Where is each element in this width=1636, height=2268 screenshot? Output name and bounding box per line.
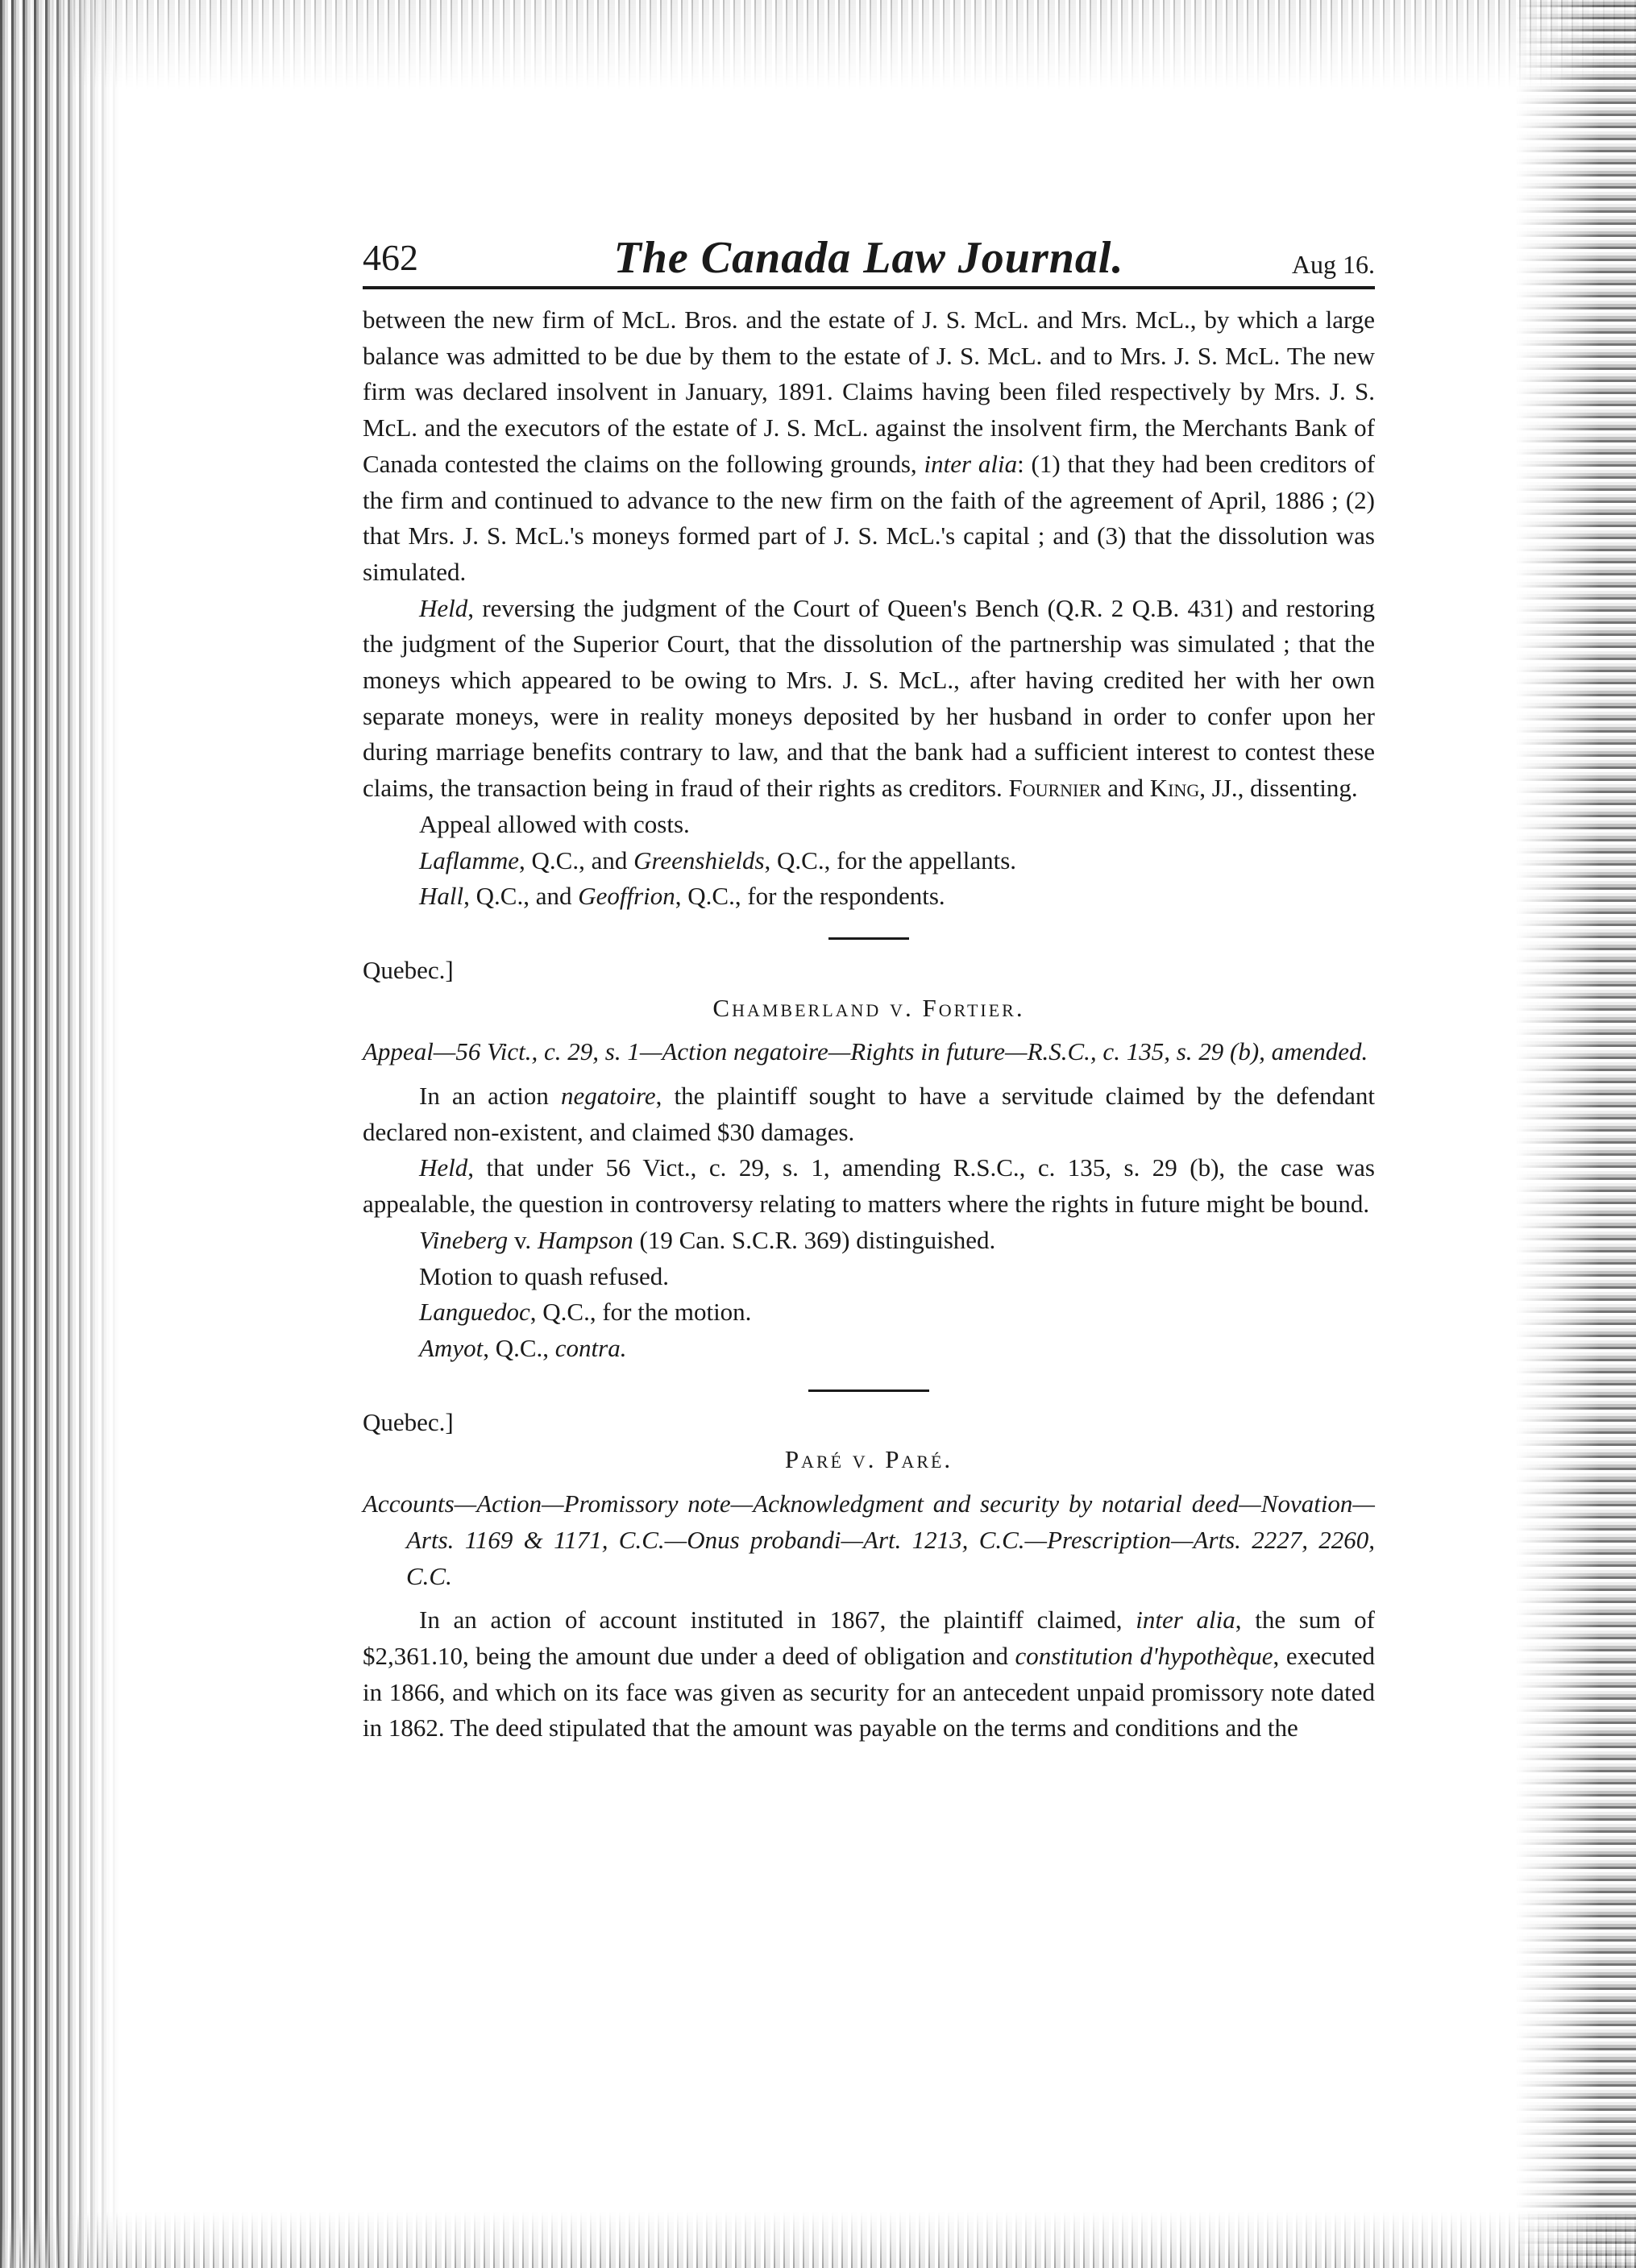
case-1-continuation	[363, 302, 1375, 915]
case-1-result: Appeal allowed with costs.	[419, 809, 690, 838]
counsel-text: , Q.C.,	[483, 1333, 555, 1362]
facts-term: negatoire	[560, 1082, 656, 1111]
citation-text: (19 Can. S.C.R. 369) distinguished.	[633, 1225, 996, 1254]
facts-text: , the sum of $2,361.10, being the amount due under a deed of obligation and	[363, 1605, 1376, 1670]
scan-edge-top	[0, 0, 1636, 89]
facts-text: In an action	[419, 1082, 561, 1111]
counsel-text: , Q.C., for the respondents.	[675, 882, 945, 911]
case-3-title: Paré v. Paré.	[784, 1445, 953, 1474]
case-1-grounds: : (1) that they had been creditors of the firm and continued to advance to the new firm on the faith of the agreement of April, 1886 ; (2) that Mrs. J. S. McL.'s moneys formed part of J. S. McL.'s capital ; and (3) that the dissolution was simulated.	[363, 449, 1376, 586]
counsel-name: Languedoc	[419, 1298, 530, 1327]
case-2-facts	[363, 1078, 1375, 1150]
journal-page	[363, 230, 1375, 1747]
case-party: Hampson	[537, 1225, 633, 1254]
spacer	[363, 1594, 1375, 1602]
case-party: Vineberg	[419, 1225, 509, 1254]
counsel-text: , Q.C., and	[519, 845, 634, 874]
scan-edge-left	[0, 0, 121, 2268]
case-2-held-text: , that under 56 Vict., c. 29, s. 1, amending R.S.C., c. 135, s. 29 (b), the case was appealable, the question in controversy relating to matters where the rights in future might be bound.	[363, 1153, 1375, 1219]
scan-edge-right	[1515, 0, 1636, 2268]
facts-term: inter alia	[1136, 1605, 1235, 1635]
counsel-name: Hall	[419, 882, 464, 911]
dissent-judge-2: King	[1149, 774, 1200, 803]
section-divider	[828, 937, 909, 940]
case-1-counsel-respondents	[363, 879, 1375, 915]
case-2-counsel-motion	[363, 1294, 1375, 1331]
spacer	[363, 1026, 1375, 1034]
headnote-text: Appeal—56 Vict., c. 29, s. 1—Action negatoire—Rights in future—R.S.C., c. 135, s. 29 (b), amended.	[363, 1037, 1368, 1066]
case-versus: v.	[508, 1225, 538, 1254]
facts-text: In an action of account instituted in 1867, the plaintiff claimed,	[419, 1605, 1136, 1635]
journal-title: The Canada Law Journal.	[613, 233, 1124, 283]
case-2-headnote	[363, 1034, 1375, 1070]
counsel-name: Amyot	[419, 1333, 484, 1362]
case-2-title: Chamberland v. Fortier.	[712, 993, 1025, 1022]
case-1-facts	[363, 302, 1375, 591]
case-1-intro: between the new firm of McL. Bros. and the estate of J. S. McL. and Mrs. McL., by which a large balance was admitted to be due by them to the estate of J. S. McL. and to Mrs. J. S. McL. The new firm was declared insolvent in January, 1891. Claims having been filed respectively by Mrs. J. S. McL. and the executors of the estate of J. S. McL. against the insolvent firm, the Merchants Bank of Canada contested the claims on the following grounds,	[363, 305, 1375, 478]
spacer	[363, 1478, 1375, 1486]
counsel-name: Laflamme	[419, 845, 519, 874]
counsel-text: , Q.C., for the motion.	[529, 1298, 752, 1327]
case-3-headnote	[363, 1486, 1375, 1594]
counsel-name: Geoffrion	[578, 882, 675, 911]
spacer	[363, 1070, 1375, 1078]
dissent-tail: , JJ., dissenting.	[1199, 774, 1358, 803]
page-number: 462	[363, 237, 418, 278]
case-3-province: Quebec.]	[363, 1407, 454, 1436]
headnote-text: Accounts—Action—Promissory note—Acknowledgment and security by notarial deed—Novation—Arts. 1169 & 1171, C.C.—Onus probandi—Art. 1213, C.C.—Prescription—Arts. 2227, 2260, C.C.	[363, 1489, 1375, 1590]
counsel-text: , Q.C., for the appellants.	[764, 845, 1017, 874]
case-2-result: Motion to quash refused.	[419, 1261, 669, 1290]
dissent-and: and	[1101, 774, 1150, 803]
counsel-name: Greenshields	[633, 845, 765, 874]
case-2-counsel-contra	[363, 1331, 1375, 1367]
case-2-distinguished	[363, 1223, 1375, 1259]
case-1-held	[363, 591, 1375, 807]
page-header	[363, 230, 1375, 289]
case-1-inter-alia: inter alia	[924, 449, 1018, 478]
facts-text: , executed in 1866, and which on its face was given as security for an antecedent unpaid promissory note dated in 1862. The deed stipulated that the amount was payable on the terms and conditions and the	[363, 1641, 1375, 1743]
case-2	[363, 953, 1375, 1367]
facts-text: , the plaintiff sought to have a servitude claimed by the defendant declared non-existent, and claimed $30 damages.	[363, 1082, 1376, 1146]
case-3-facts	[363, 1602, 1375, 1747]
dissent-judge-1: Fournier	[1008, 774, 1102, 803]
counsel-contra: contra.	[554, 1333, 627, 1362]
case-1-held-text: , reversing the judgment of the Court of Queen's Bench (Q.R. 2 Q.B. 431) and restoring the judgment of the Superior Court, that the dissolution of the partnership was simulated ; that the moneys which appeared to be owing to Mrs. J. S. McL., after having credited her with her own separate moneys, were in reality moneys deposited by her husband in order to confer upon her during marriage benefits contrary to law, and that the bank had a sufficient interest to contest these claims, the transaction being in fraud of their rights as creditors.	[363, 593, 1375, 803]
case-2-held	[363, 1150, 1375, 1222]
scan-edge-bottom	[0, 2212, 1636, 2268]
held-label: Held	[419, 593, 468, 622]
section-divider	[808, 1389, 929, 1392]
held-label: Held	[419, 1153, 468, 1182]
case-3	[363, 1405, 1375, 1747]
case-1-counsel-appellants	[363, 843, 1375, 879]
case-2-province: Quebec.]	[363, 955, 454, 984]
facts-term: constitution d'hypothèque	[1015, 1641, 1273, 1670]
header-date: Aug 16.	[1291, 250, 1375, 279]
counsel-text: , Q.C., and	[463, 882, 579, 911]
